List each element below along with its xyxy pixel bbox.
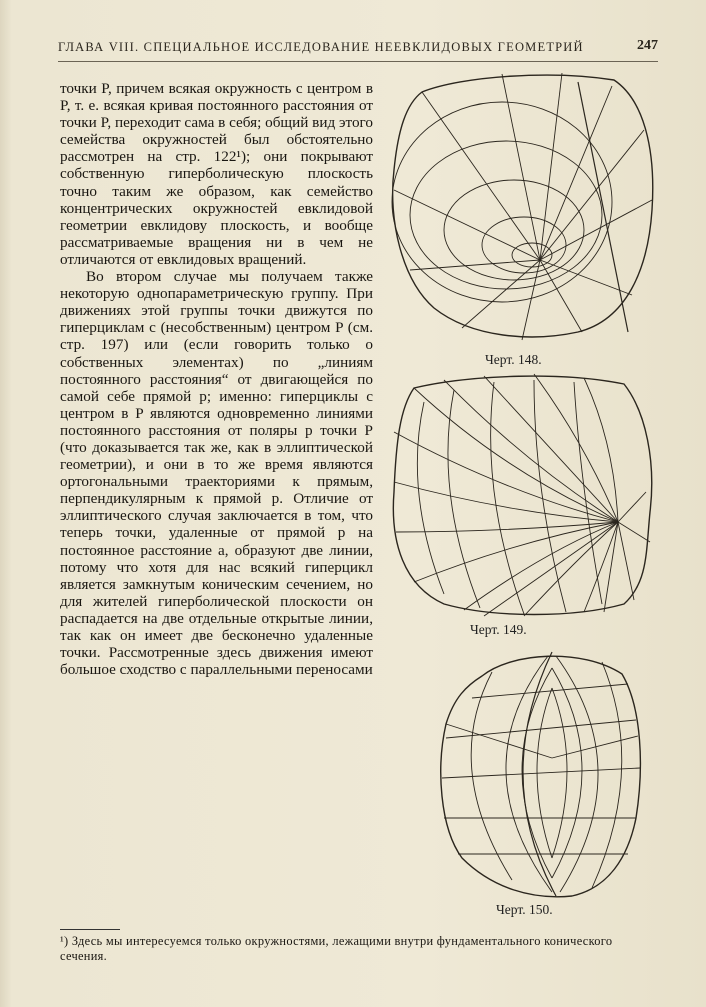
figure-149-drawing [384, 372, 660, 620]
figure-150-drawing [432, 648, 646, 900]
figure-149-caption: Черт. 149. [470, 622, 527, 637]
figure-148 [382, 70, 662, 345]
paragraph-2: Во втором случае мы получаем также некоторую однопараметрическую группу. При движениях этой группы точки движутся по гиперциклам с (несобственным) центром P (см. стр. 197) или (если говорить только о собственных элементах) по „линиям постоянного расстояния“ от двигающейся по самой себе прямой p; именно: гиперциклы с центром в P являются одновременно линиями постоянного расстояния от поляры p точки P (что доказывается так же, как в эллиптической геометрии), и они в то же время являются ортогональными траекториями к прямым, перпендикулярным к прямой p. Отличие от эллиптического случая заключается в том, что теперь точки, удаленные от прямой p на постоянное расстояние a, образуют две линии, потому что хотя для нас всякий гиперцикл является замкнутым коническим сечением, но для жителей гиперболической плоскости он распадается на две отдельные открытые линии, так как он имеет две бесконечно удаленные точки. Рассмотренные здесь движения имеют большое сходство с параллельными переносами [60, 268, 373, 679]
main-text-column [60, 80, 373, 678]
figure-148-drawing [382, 70, 662, 345]
footnote-rule [60, 929, 120, 930]
figure-148-caption: Черт. 148. [485, 352, 542, 367]
running-header [58, 40, 658, 55]
page-number: 247 [637, 38, 658, 53]
header-rule [58, 61, 658, 62]
paragraph-1: точки P, причем всякая окружность с центром в P, т. е. всякая кривая постоянного расстояния от точки P, переходит сама в себя; общий вид этого семейства окружностей был обстоятельно рассмотрен на стр. 122¹); они покрывают собственную гиперболическую плоскость точно таким же образом, как семейство концентрических окружностей евклидовой геометрии евклидову плоскость, и вообще рассматриваемые вращения ни в чем не отличаются от евклидовых вращений. [60, 80, 373, 268]
running-title: ГЛАВА VIII. СПЕЦИАЛЬНОЕ ИССЛЕДОВАНИЕ НЕЕВКЛИДОВЫХ ГЕОМЕТРИЙ [58, 40, 584, 54]
figure-150-caption: Черт. 150. [496, 902, 553, 917]
figure-149 [384, 372, 660, 620]
footnote: ¹) Здесь мы интересуемся только окружностями, лежащими внутри фундаментального конического сечения. [60, 934, 613, 963]
figure-150 [432, 648, 646, 900]
